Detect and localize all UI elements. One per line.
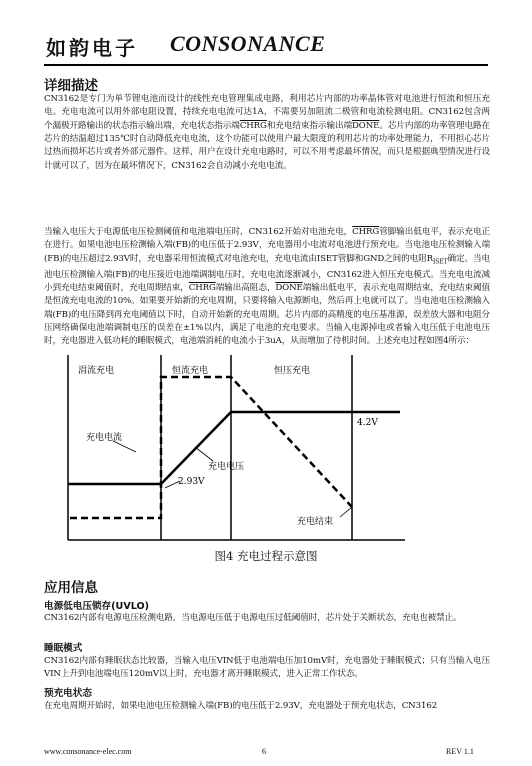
- chrg-pin-name: CHRG: [352, 227, 380, 237]
- label-trickle-charge: 涓流充电: [78, 366, 115, 376]
- p1-text-c: 。芯片内部的功率管理电路在芯片的结温超过135℃时自动降低充电电流，这个功能可以使用户最大限度的利用芯片的功率处理能力，不用担心芯片过热而损坏芯片或者外部元器件。这样，用户在设计充电电路时，可以不用考虑最坏情况，而只是根据典型情况进行设计就可以了，因为在最坏情况下，CN3162会自动减小充电电流。: [44, 120, 490, 171]
- section-title-application: 应用信息: [44, 580, 98, 596]
- brand-logo-cn: 如韵电子: [46, 36, 138, 60]
- uvlo-paragraph: CN3162内部有电源电压检测电路，当电源电压低于电源电压过低阈值时，芯片处于关断状态，充电也被禁止。: [44, 613, 462, 623]
- p2-text-d: 端输出高阻态，: [215, 283, 276, 294]
- footer-revision: REV 1.1: [446, 747, 474, 756]
- label-4v2: 4.2V: [357, 418, 378, 428]
- done-pin-name: DONE: [275, 283, 303, 294]
- done-pin-name: DONE: [351, 120, 380, 131]
- chrg-pin-name: CHRG: [188, 283, 216, 294]
- p2-text-a: 当输入电压大于电源低电压检测阈值和电池端电压时，CN3162开始对电池充电，: [44, 227, 353, 237]
- p1-text-b: 和充电结束指示输出端: [266, 120, 352, 131]
- charge-voltage-curve: [68, 412, 400, 484]
- label-charge-current: 充电电流: [86, 433, 123, 443]
- leader-end: [340, 507, 352, 517]
- rset-subscript: ISET: [433, 258, 448, 266]
- brand-logo-en: CONSONANCE: [170, 31, 326, 56]
- section-title-description: 详细描述: [44, 78, 98, 94]
- label-2v93: 2.93V: [178, 477, 205, 487]
- subhead-uvlo: 电源低电压锁存(UVLO): [44, 601, 150, 612]
- precharge-paragraph: 在充电周期开始时，如果电池电压检测输入端(FB)的电压低于2.93V，充电器处于预充电状态，CN3162: [44, 701, 438, 711]
- p2-text-b: 管脚输出低电平，表示充电正在进行。如果电池电压检测输入端(FB)的电压低于2.93V，充电器用小电流对电池进行预充电。当电池电压检测输入端(FB)的电压超过2.93V时，充电器采用恒流模式对电池充电，充电电流由ISET管脚和GND之间的电阻R: [44, 227, 491, 264]
- label-constant-current: 恒流充电: [172, 366, 209, 376]
- label-constant-voltage: 恒压充电: [274, 366, 311, 376]
- footer-website: www.consonance-elec.com: [44, 747, 132, 756]
- sleep-paragraph: CN3162内部有睡眠状态比较器，当输入电压VIN低于电池端电压加10mV时，充电器处于睡眠模式；只有当输入电压VIN上升到电池端电压120mV以上时，充电器才离开睡眠模式，进入正常工作状态。: [44, 656, 490, 680]
- chrg-pin-name: CHRG: [239, 120, 267, 131]
- label-charge-end: 充电结束: [297, 517, 334, 527]
- p2-text-c: 确定。当电池电压检测输入端(FB)的电压接近电池端调制电压时，充电电流逐渐减小，CN3162进入恒压充电模式。当充电电流减小到充电结束阈值时，充电周期结束，: [44, 253, 490, 294]
- p1-text-a: CN3162是专门为单节锂电池而设计的线性充电管理集成电路，利用芯片内部的功率晶体管对电池进行恒流和恒压充电。充电电流可以用外部电阻设置，持续充电电流可达1A，不需要另加阻流二极管和电流检测电阻。CN3162包含两个漏极开路输出的状态指示输出端，充电状态指示端: [44, 94, 490, 131]
- charge-current-curve: [70, 377, 352, 518]
- label-charge-voltage: 充电电压: [208, 462, 245, 472]
- footer-page-number: 6: [262, 747, 266, 756]
- p2-text-e: 端输出低电平，表示充电周期结束，充电结束阈值是恒流充电电流的10%。如果要开始新的充电周期，只要将输入电源断电，然后再上电就可以了。当电池电压检测输入端(FB)的电压降到再充电阈值以下时，自动开始新的充电周期。芯片内部的高精度的电压基准源，误差放大器和电阻分压网络确保电池端调制电压的误差在±1%以内，满足了电池的充电要求。当输入电源掉电或者输入电压低于电池电压时，充电器进入低功耗的睡眠模式，电池端消耗的电流小于3uA，从而增加了待机时间。上述充电过程如图4所示：: [44, 283, 490, 347]
- figure-caption: 图4 充电过程示意图: [214, 549, 318, 563]
- subhead-sleep: 睡眠模式: [44, 643, 83, 654]
- leader-voltage: [195, 447, 213, 461]
- subhead-precharge: 预充电状态: [44, 688, 92, 699]
